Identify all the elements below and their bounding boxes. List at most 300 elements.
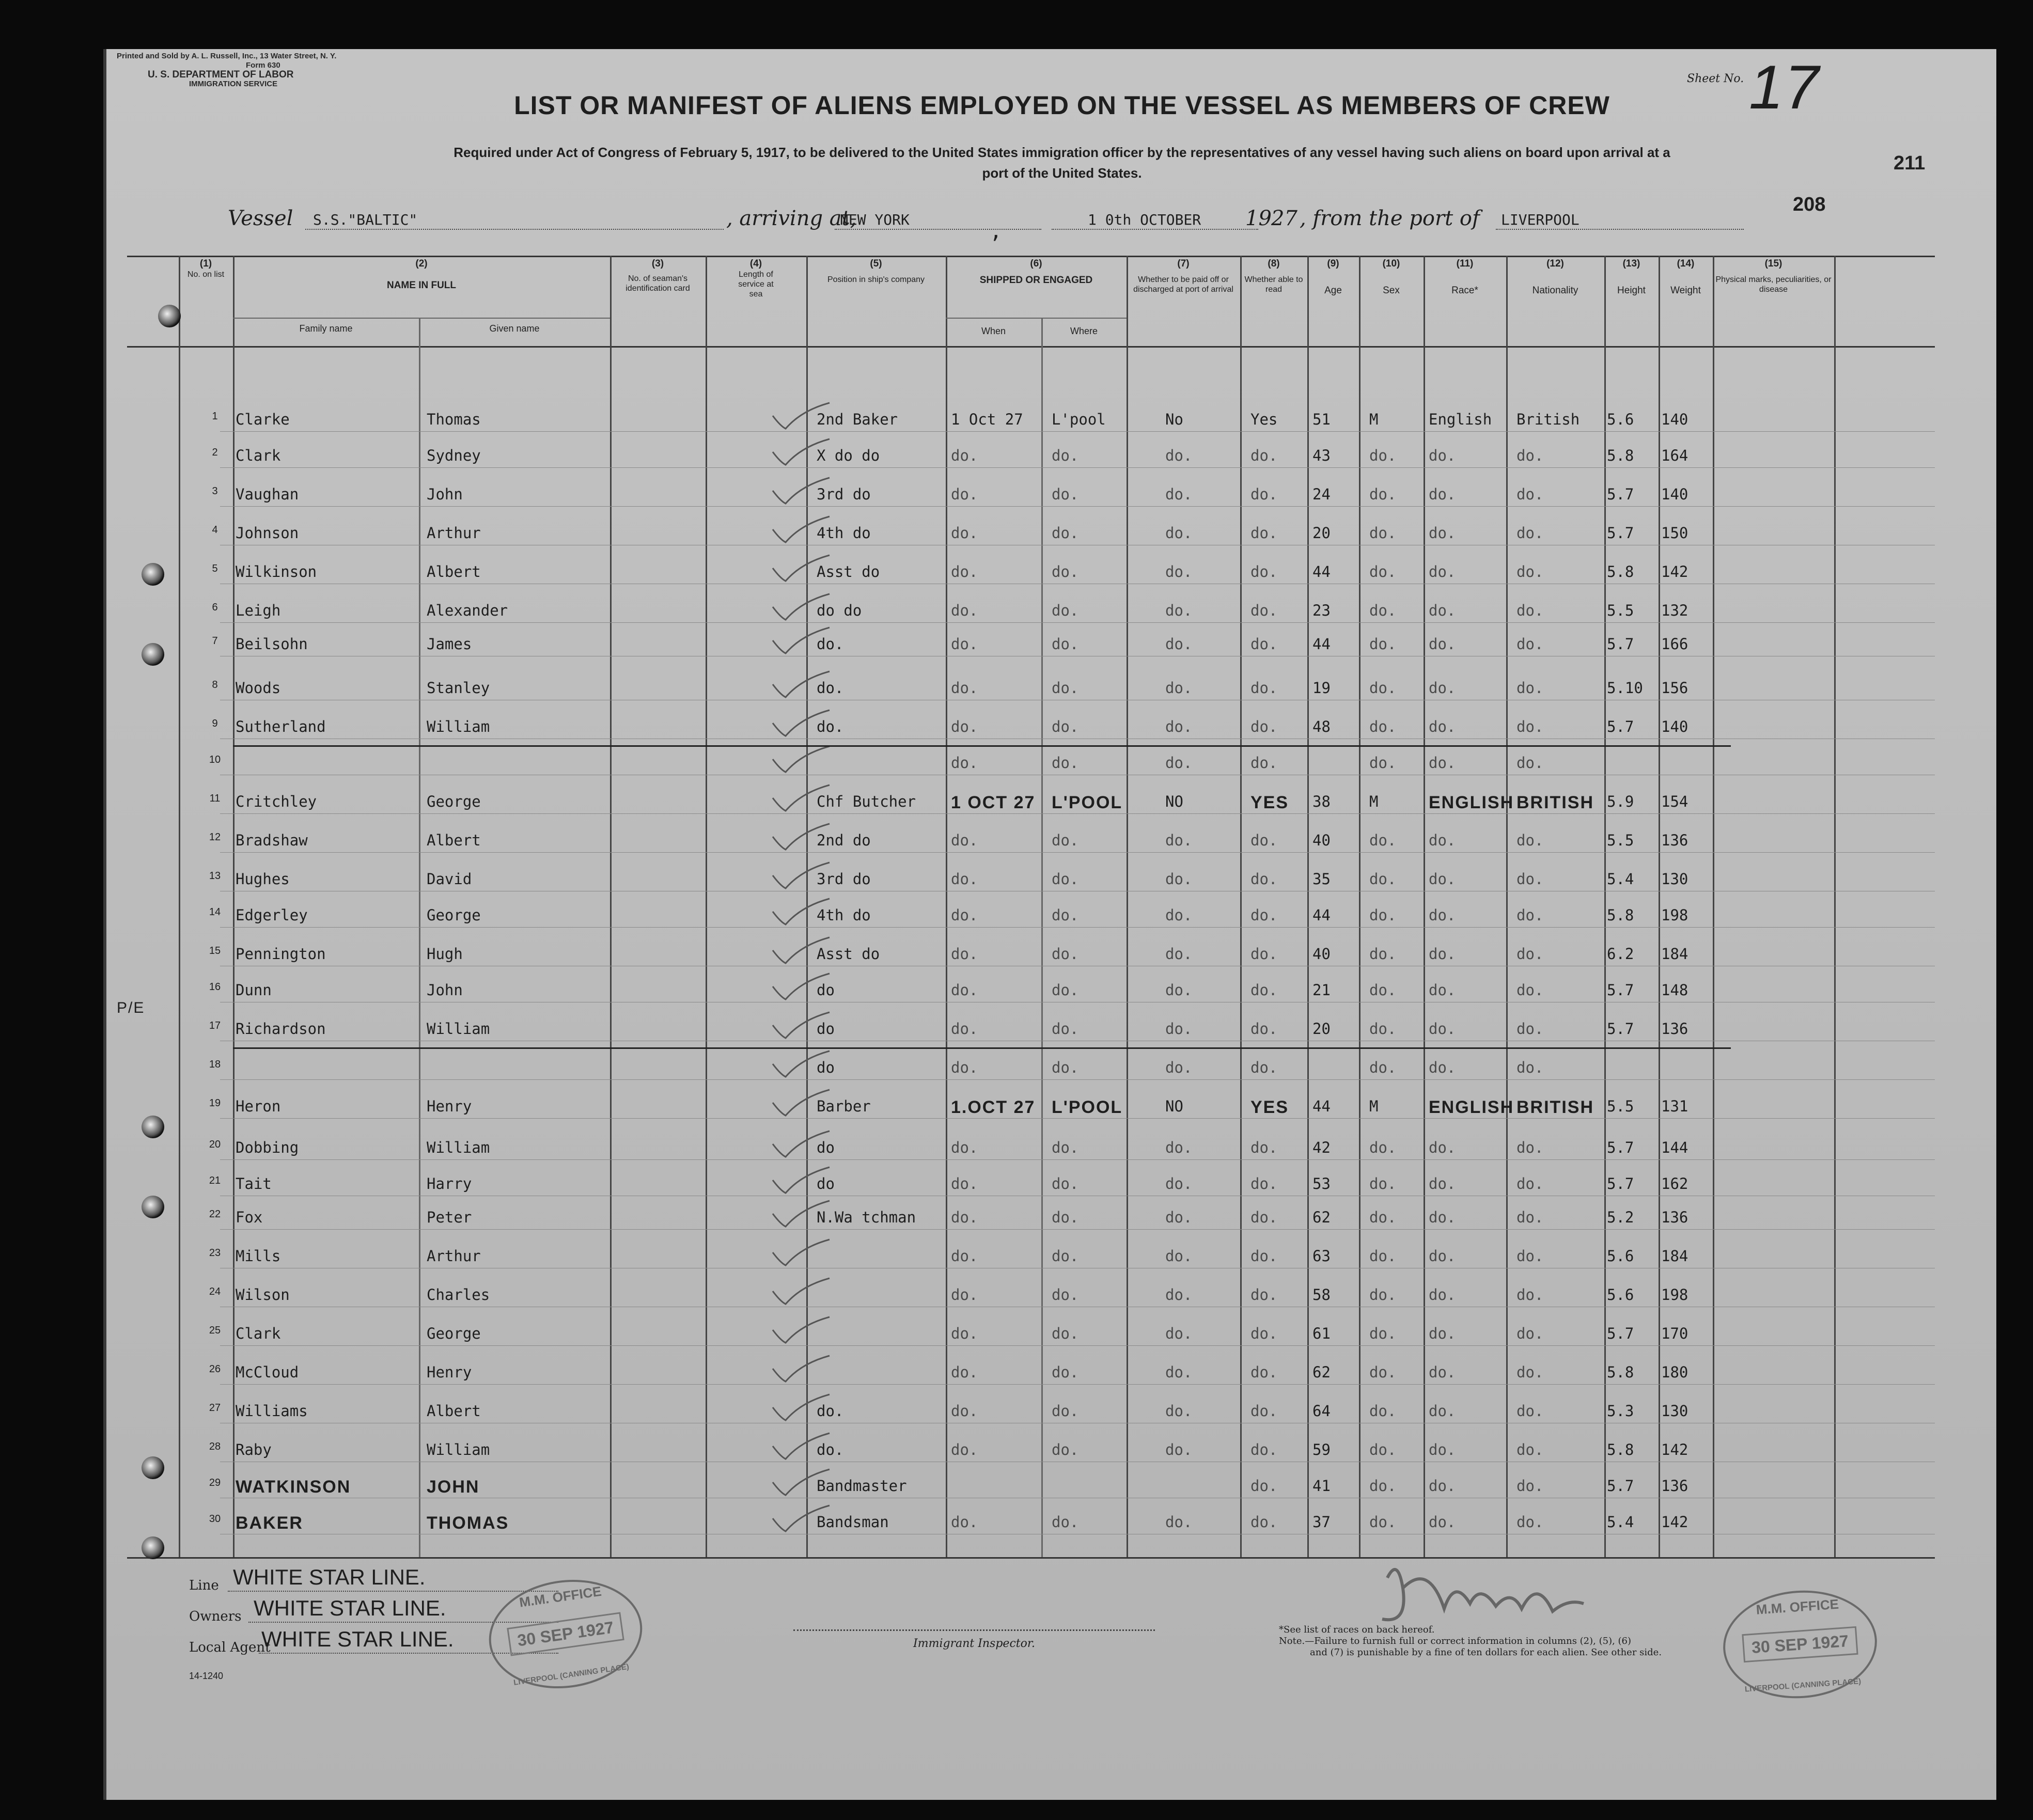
position: Asst do: [817, 563, 880, 580]
subtitle-line-1: Required under Act of Congress of February 5, 1917, to be delivered to the United States immigration officer by the representatives of any vessel having such aliens on board upon arrival at a: [453, 145, 1670, 160]
col-service-header: (4) Length of service at sea: [738, 258, 774, 299]
weight: 132: [1661, 602, 1688, 619]
department: U. S. DEPARTMENT OF LABOR: [148, 69, 294, 80]
weight: 130: [1661, 1402, 1688, 1420]
weight: 140: [1661, 411, 1688, 428]
punch-hole: [142, 1196, 164, 1218]
race: do.: [1429, 563, 1456, 580]
nationality: do.: [1516, 1441, 1544, 1458]
voyage-line: Vessel S.S."BALTIC" , arriving at, NEW YORK , 1 0th OCTOBER 19 27 , from the port of LIVERPOOL: [106, 204, 1914, 235]
given-name: James: [427, 635, 472, 653]
shipped-where: do.: [1052, 754, 1079, 772]
nationality: do.: [1516, 718, 1544, 735]
age: 51: [1312, 411, 1331, 428]
printer-block: [117, 52, 478, 89]
given-name: JOHN: [427, 1477, 480, 1497]
weight: 148: [1661, 981, 1688, 999]
able-to-read: do.: [1250, 1059, 1278, 1076]
able-to-read: do.: [1250, 870, 1278, 888]
age: 41: [1312, 1477, 1331, 1495]
shipped-where: do.: [1052, 1209, 1079, 1226]
row-number: 23: [209, 1247, 221, 1259]
height: 5.7: [1607, 524, 1634, 542]
given-name: John: [427, 981, 463, 999]
able-to-read: do.: [1250, 485, 1278, 503]
weight: 154: [1661, 793, 1688, 810]
age: 40: [1312, 945, 1331, 963]
sex: do.: [1369, 485, 1397, 503]
sex: do.: [1369, 1363, 1397, 1381]
shipped-when: do.: [951, 485, 978, 503]
nationality: do.: [1516, 831, 1544, 849]
race: do.: [1429, 1059, 1456, 1076]
sex: do.: [1369, 945, 1397, 963]
col-nationality-header: (12) Nationality: [1532, 258, 1578, 296]
shipped-where: do.: [1052, 1286, 1079, 1304]
check-mark-icon: [770, 896, 832, 927]
able-to-read: do.: [1250, 1441, 1278, 1458]
family-name: Williams: [236, 1402, 308, 1420]
given-name: William: [427, 718, 490, 735]
shipped-when: do.: [951, 945, 978, 963]
weight: 184: [1661, 1247, 1688, 1265]
shipped-when: do.: [951, 1441, 978, 1458]
shipped-when: do.: [951, 1513, 978, 1531]
position: do.: [817, 679, 844, 697]
able-to-read: do.: [1250, 1363, 1278, 1381]
col-no-header: (1) No. on list: [187, 258, 225, 279]
sex: do.: [1369, 1209, 1397, 1226]
office-stamp-right: M.M. OFFICE 30 SEP 1927 LIVERPOOL (CANNING PLACE): [1719, 1586, 1881, 1703]
race: do.: [1429, 635, 1456, 653]
sex: M: [1369, 411, 1379, 428]
sex: do.: [1369, 1286, 1397, 1304]
row-number: 22: [209, 1209, 221, 1220]
from-port: LIVERPOOL: [1501, 211, 1580, 228]
race: do.: [1429, 1175, 1456, 1193]
race: do.: [1429, 754, 1456, 772]
able-to-read: do.: [1250, 754, 1278, 772]
family-name: Vaughan: [236, 485, 299, 503]
weight: 136: [1661, 1209, 1688, 1226]
side-note: P/E: [117, 999, 145, 1016]
age: 48: [1312, 718, 1331, 735]
position: Asst do: [817, 945, 880, 963]
paid-off: do.: [1165, 981, 1193, 999]
shipped-where: do.: [1052, 602, 1079, 619]
given-name: William: [427, 1139, 490, 1156]
given-name: Arthur: [427, 524, 481, 542]
punch-hole: [142, 1116, 164, 1138]
age: 44: [1312, 563, 1331, 580]
check-mark-icon: [770, 1353, 832, 1384]
position: do: [817, 1059, 835, 1076]
punch-hole: [142, 563, 164, 586]
height: 5.8: [1607, 563, 1634, 580]
able-to-read: do.: [1250, 906, 1278, 924]
shipped-when: do.: [951, 1059, 978, 1076]
shipped-when: do.: [951, 1402, 978, 1420]
shipped-when: do.: [951, 1209, 978, 1226]
weight: 140: [1661, 485, 1688, 503]
sex: do.: [1369, 447, 1397, 464]
race: ENGLISH: [1429, 793, 1514, 812]
printer-line: Printed and Sold by A. L. Russell, Inc., 13 Water Street, N. Y.: [117, 52, 337, 60]
row-number: 21: [209, 1175, 221, 1186]
position: do: [817, 981, 835, 999]
nationality: do.: [1516, 906, 1544, 924]
given-name: George: [427, 793, 481, 810]
able-to-read: do.: [1250, 981, 1278, 999]
family-name: Wilkinson: [236, 563, 317, 580]
age: 23: [1312, 602, 1331, 619]
height: 5.10: [1607, 679, 1643, 697]
family-name: Bradshaw: [236, 831, 308, 849]
inspector-label: Immigrant Inspector.: [913, 1637, 1035, 1650]
paid-off: do.: [1165, 485, 1193, 503]
paid-off: do.: [1165, 1139, 1193, 1156]
arriving-label: , arriving at,: [726, 207, 857, 230]
check-mark-icon: [770, 1198, 832, 1229]
able-to-read: do.: [1250, 1286, 1278, 1304]
height: 5.5: [1607, 602, 1634, 619]
nationality: do.: [1516, 1402, 1544, 1420]
shipped-when: do.: [951, 981, 978, 999]
height: 5.8: [1607, 906, 1634, 924]
col-height-header: (13) Height: [1617, 258, 1646, 296]
nationality: do.: [1516, 1325, 1544, 1342]
position: 3rd do: [817, 870, 871, 888]
paid-off: do.: [1165, 831, 1193, 849]
family-name: Dunn: [236, 981, 272, 999]
edge-number: 211: [1894, 152, 1926, 174]
row-number: 28: [209, 1441, 221, 1452]
height: 5.6: [1607, 1286, 1634, 1304]
age: 37: [1312, 1513, 1331, 1531]
arrival-date: 1 0th OCTOBER: [1088, 211, 1201, 228]
sex: do.: [1369, 679, 1397, 697]
paid-off: do.: [1165, 1059, 1193, 1076]
position: 2nd do: [817, 831, 871, 849]
shipped-when: do.: [951, 447, 978, 464]
nationality: do.: [1516, 1139, 1544, 1156]
able-to-read: do.: [1250, 524, 1278, 542]
weight: 198: [1661, 906, 1688, 924]
able-to-read: do.: [1250, 602, 1278, 619]
age: 43: [1312, 447, 1331, 464]
age: 42: [1312, 1139, 1331, 1156]
position: 4th do: [817, 524, 871, 542]
given-name: George: [427, 906, 481, 924]
age: 35: [1312, 870, 1331, 888]
nationality: do.: [1516, 754, 1544, 772]
position: do: [817, 1020, 835, 1038]
punch-hole: [142, 1536, 164, 1559]
age: 58: [1312, 1286, 1331, 1304]
col-read-header: (8) Whether able to read: [1244, 258, 1303, 294]
nationality: do.: [1516, 1209, 1544, 1226]
check-mark-icon: [770, 1276, 832, 1307]
shipped-when: do.: [951, 870, 978, 888]
family-name: Beilsohn: [236, 635, 308, 653]
height: 5.7: [1607, 1175, 1634, 1193]
weight: 184: [1661, 945, 1688, 963]
nationality: do.: [1516, 945, 1544, 963]
given-name: Arthur: [427, 1247, 481, 1265]
age: 24: [1312, 485, 1331, 503]
position: do: [817, 1175, 835, 1193]
shipped-when: do.: [951, 1175, 978, 1193]
sex: do.: [1369, 1020, 1397, 1038]
race: do.: [1429, 447, 1456, 464]
col-marks-header: (15) Physical marks, peculiarities, or disease: [1715, 258, 1832, 294]
paid-off: do.: [1165, 1175, 1193, 1193]
sex: do.: [1369, 1441, 1397, 1458]
row-number: 4: [212, 524, 218, 536]
shipped-where: L'POOL: [1052, 1097, 1123, 1117]
given-name: Albert: [427, 1402, 481, 1420]
age: 64: [1312, 1402, 1331, 1420]
given-name: William: [427, 1020, 490, 1038]
height: 5.8: [1607, 1441, 1634, 1458]
punch-hole: [142, 1456, 164, 1479]
position: do do: [817, 602, 862, 619]
check-mark-icon: [770, 625, 832, 656]
nationality: British: [1516, 411, 1580, 428]
able-to-read: do.: [1250, 831, 1278, 849]
race: do.: [1429, 718, 1456, 735]
given-name: Alexander: [427, 602, 508, 619]
sex: do.: [1369, 1402, 1397, 1420]
row-number: 8: [212, 679, 218, 691]
height: 6.2: [1607, 945, 1634, 963]
sex: do.: [1369, 1325, 1397, 1342]
nationality: do.: [1516, 1020, 1544, 1038]
age: 53: [1312, 1175, 1331, 1193]
nationality: do.: [1516, 635, 1544, 653]
sex: do.: [1369, 831, 1397, 849]
form-code: 14-1240: [189, 1671, 224, 1681]
shipped-where: do.: [1052, 870, 1079, 888]
row-number: 29: [209, 1477, 221, 1488]
nationality: do.: [1516, 1513, 1544, 1531]
col-idcard-header: (3) No. of seaman's identification card: [625, 258, 690, 293]
paid-off: do.: [1165, 679, 1193, 697]
sex: do.: [1369, 635, 1397, 653]
family-name: Leigh: [236, 602, 281, 619]
height: 5.4: [1607, 870, 1634, 888]
weight: 164: [1661, 447, 1688, 464]
able-to-read: do.: [1250, 1325, 1278, 1342]
nationality: do.: [1516, 524, 1544, 542]
agent-value: WHITE STAR LINE.: [261, 1627, 454, 1651]
given-name: George: [427, 1325, 481, 1342]
col-where-header: Where: [1070, 326, 1098, 336]
position: Chf Butcher: [817, 793, 916, 810]
race: ENGLISH: [1429, 1097, 1514, 1117]
check-mark-icon: [770, 821, 832, 852]
able-to-read: do.: [1250, 1209, 1278, 1226]
sex: do.: [1369, 602, 1397, 619]
row-number: 2: [212, 447, 218, 458]
race: do.: [1429, 1477, 1456, 1495]
family-name: Clarke: [236, 411, 290, 428]
given-name: Thomas: [427, 411, 481, 428]
age: 40: [1312, 831, 1331, 849]
weight: 198: [1661, 1286, 1688, 1304]
arrival-port: NEW YORK: [840, 211, 910, 228]
subtitle-line-2: port of the United States.: [982, 165, 1142, 181]
shipped-when: do.: [951, 563, 978, 580]
age: 44: [1312, 1097, 1331, 1115]
position: do.: [817, 1402, 844, 1420]
height: 5.5: [1607, 831, 1634, 849]
able-to-read: do.: [1250, 563, 1278, 580]
family-name: WATKINSON: [236, 1477, 351, 1497]
shipped-where: do.: [1052, 981, 1079, 999]
shipped-when: 1 OCT 27: [951, 793, 1036, 812]
given-name: William: [427, 1441, 490, 1458]
family-name: Clark: [236, 447, 281, 464]
col-position-header: (5) Position in ship's company: [827, 258, 925, 284]
shipped-when: 1 Oct 27: [951, 411, 1023, 428]
col-sex-header: (10) Sex: [1382, 258, 1400, 296]
col-given-header: Given name: [489, 323, 540, 334]
nationality: do.: [1516, 870, 1544, 888]
paid-off: do.: [1165, 718, 1193, 735]
race: do.: [1429, 1247, 1456, 1265]
row-number: 10: [209, 754, 221, 765]
family-name: Raby: [236, 1441, 272, 1458]
check-mark-icon: [770, 1237, 832, 1268]
sex: do.: [1369, 563, 1397, 580]
shipped-when: do.: [951, 1247, 978, 1265]
height: 5.8: [1607, 447, 1634, 464]
col-paid-header: (7) Whether to be paid off or discharged at port of arrival: [1133, 258, 1233, 294]
able-to-read: do.: [1250, 635, 1278, 653]
able-to-read: YES: [1250, 1097, 1289, 1117]
family-name: Edgerley: [236, 906, 308, 924]
paid-off: do.: [1165, 754, 1193, 772]
height: 5.6: [1607, 411, 1634, 428]
race: do.: [1429, 1363, 1456, 1381]
manifest-sheet: [103, 49, 1996, 1800]
check-mark-icon: [770, 514, 832, 545]
able-to-read: do.: [1250, 1139, 1278, 1156]
nationality: do.: [1516, 563, 1544, 580]
position: N.Wa tchman: [817, 1209, 916, 1226]
weight: 140: [1661, 718, 1688, 735]
nationality: BRITISH: [1516, 1097, 1594, 1117]
given-name: Albert: [427, 563, 481, 580]
nationality: do.: [1516, 1286, 1544, 1304]
given-name: Henry: [427, 1363, 472, 1381]
shipped-where: do.: [1052, 1402, 1079, 1420]
shipped-where: do.: [1052, 447, 1079, 464]
row-number: 3: [212, 485, 218, 497]
row-number: 14: [209, 906, 221, 918]
height: 5.5: [1607, 1097, 1634, 1115]
shipped-where: do.: [1052, 1175, 1079, 1193]
height: 5.7: [1607, 718, 1634, 735]
paid-off: do.: [1165, 906, 1193, 924]
family-name: Sutherland: [236, 718, 326, 735]
paid-off: do.: [1165, 1286, 1193, 1304]
shipped-where: L'POOL: [1052, 793, 1123, 812]
height: 5.7: [1607, 981, 1634, 999]
height: 5.2: [1607, 1209, 1634, 1226]
shipped-when: do.: [951, 679, 978, 697]
check-mark-icon: [770, 1087, 832, 1118]
sheet-no-label: Sheet No.: [1687, 72, 1744, 85]
family-name: Heron: [236, 1097, 281, 1115]
col-race-header: (11) Race*: [1451, 258, 1478, 296]
row-number: 25: [209, 1325, 221, 1336]
race: do.: [1429, 524, 1456, 542]
shipped-where: do.: [1052, 1363, 1079, 1381]
races-footnote: *See list of races on back hereof.: [1279, 1624, 1435, 1635]
given-name: Charles: [427, 1286, 490, 1304]
height: 5.7: [1607, 1477, 1634, 1495]
check-mark-icon: [770, 1314, 832, 1345]
check-mark-icon: [770, 1431, 832, 1462]
paid-off: NO: [1165, 793, 1183, 810]
position: do.: [817, 1441, 844, 1458]
paid-off: do.: [1165, 945, 1193, 963]
weight: 142: [1661, 1513, 1688, 1531]
weight: 136: [1661, 831, 1688, 849]
page-title: LIST OR MANIFEST OF ALIENS EMPLOYED ON THE VESSEL AS MEMBERS OF CREW: [514, 91, 1610, 120]
row-number: 19: [209, 1097, 221, 1109]
position: 3rd do: [817, 485, 871, 503]
shipped-where: do.: [1052, 1247, 1079, 1265]
race: do.: [1429, 1209, 1456, 1226]
shipped-where: do.: [1052, 945, 1079, 963]
shipped-where: do.: [1052, 485, 1079, 503]
family-name: Tait: [236, 1175, 272, 1193]
row-number: 7: [212, 635, 218, 647]
race: do.: [1429, 1020, 1456, 1038]
family-name: Johnson: [236, 524, 299, 542]
nationality: do.: [1516, 1247, 1544, 1265]
sex: do.: [1369, 1477, 1397, 1495]
sheet-number: 17: [1749, 53, 1820, 122]
able-to-read: do.: [1250, 1513, 1278, 1531]
able-to-read: do.: [1250, 1175, 1278, 1193]
check-mark-icon: [770, 1048, 832, 1079]
position: do: [817, 1139, 835, 1156]
shipped-where: L'pool: [1052, 411, 1106, 428]
shipped-when: do.: [951, 718, 978, 735]
sex: do.: [1369, 1513, 1397, 1531]
shipped-where: do.: [1052, 1059, 1079, 1076]
col-family-header: Family name: [299, 323, 353, 334]
family-name: Pennington: [236, 945, 326, 963]
race: do.: [1429, 981, 1456, 999]
paid-off: do.: [1165, 1247, 1193, 1265]
check-mark-icon: [770, 744, 832, 775]
form-number: Form 630: [246, 61, 280, 70]
shipped-where: do.: [1052, 1441, 1079, 1458]
paid-off: No: [1165, 411, 1183, 428]
given-name: Peter: [427, 1209, 472, 1226]
sex: do.: [1369, 1247, 1397, 1265]
able-to-read: YES: [1250, 793, 1289, 812]
check-mark-icon: [770, 1467, 832, 1498]
row-number: 11: [209, 793, 221, 804]
row-number: 26: [209, 1363, 221, 1375]
check-mark-icon: [770, 708, 832, 739]
